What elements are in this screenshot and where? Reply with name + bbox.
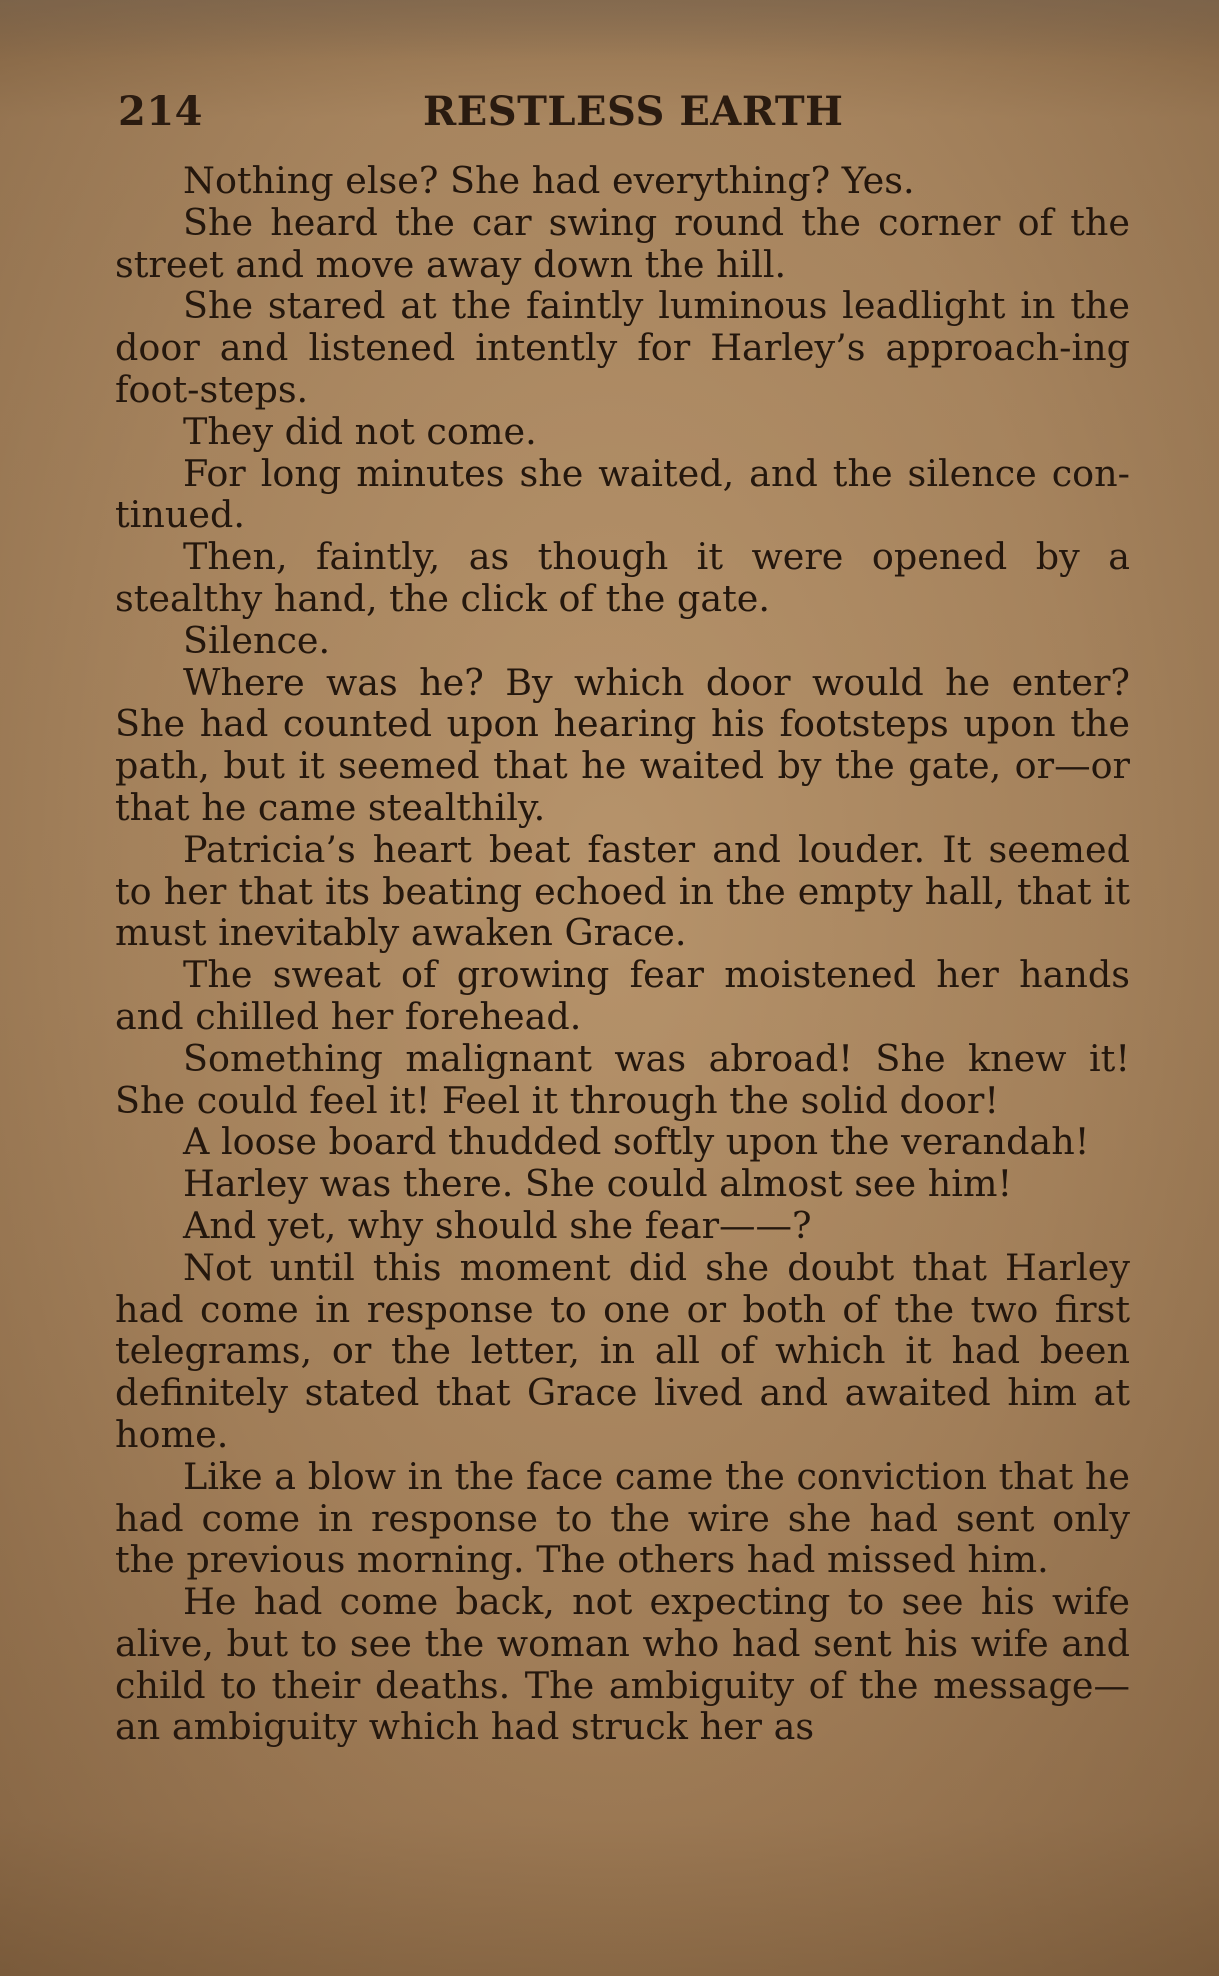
paragraph: They did not come. [183, 409, 537, 453]
paragraph: And yet, why should she fear——? [183, 1203, 812, 1247]
paragraph: The sweat of growing fear moistened her hands and chilled her forehead. [115, 953, 1130, 1038]
paragraph: Then, faintly, as though it were opened by a stealthy hand, the click of the gate. [115, 535, 1130, 620]
paragraph: Harley was there. She could almost see him! [183, 1162, 1013, 1206]
paragraph: Where was he? By which door would he enter? She had counted upon hearing his footsteps upon the path, but it seemed that he waited by the gate, or—or that he came stealthily. [115, 660, 1130, 829]
paragraph: Nothing else? She had everything? Yes. [183, 159, 915, 202]
paragraph: She stared at the faintly luminous leadlight in the door and listened intently for Harley’s approach-ing foot-steps. [115, 284, 1130, 411]
paragraph: He had come back, not expecting to see his wife alive, but to see the woman who had sent his wife and child to their deaths. The ambiguity of the message—an ambiguity which had struck her as [115, 1580, 1130, 1749]
paragraph: She heard the car swing round the corner of the street and move away down the hill. [115, 200, 1130, 286]
body-text [115, 160, 1130, 1748]
paragraph: A loose board thudded softly upon the verandah! [183, 1120, 1090, 1164]
page-header [118, 88, 1128, 148]
paragraph: Like a blow in the face came the conviction that he had come in response to the wire she had sent only the previous morning. The others had missed him. [115, 1454, 1130, 1582]
paragraph: For long minutes she waited, and the silence con-tinued. [115, 451, 1130, 537]
paragraph: Patricia’s heart beat faster and louder. It seemed to her that its beating echoed in the empty hall, that it must inevitably awaken Grace. [115, 827, 1130, 955]
running-title: RESTLESS EARTH [423, 88, 844, 135]
paragraph: Not until this moment did she doubt that Harley had come in response to one or both of the two first telegrams, or the letter, in all of which it had been definitely stated that Grace lived and awaited him at home. [115, 1245, 1130, 1456]
paragraph: Something malignant was abroad! She knew it! She could feel it! Feel it through the solid door! [115, 1036, 1130, 1122]
page-number: 214 [118, 88, 203, 135]
paragraph: Silence. [183, 618, 331, 662]
